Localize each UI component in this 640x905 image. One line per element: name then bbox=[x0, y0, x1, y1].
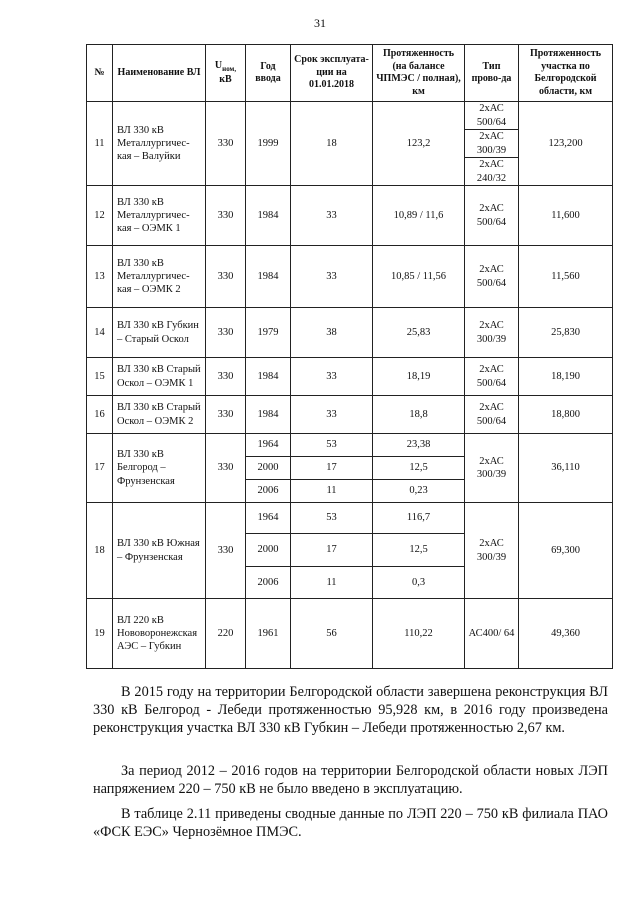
cell-voltage: 330 bbox=[206, 246, 246, 308]
cell-voltage: 330 bbox=[206, 434, 246, 503]
cell-name: ВЛ 220 кВ Нововоронежская АЭС – Губкин bbox=[113, 599, 206, 669]
cell-term: 53 bbox=[291, 503, 373, 534]
cell-num: 13 bbox=[87, 246, 113, 308]
table-row bbox=[87, 503, 613, 534]
cell-name: ВЛ 330 кВ Старый Оскол – ОЭМК 2 bbox=[113, 396, 206, 434]
cell-length: 12,5 bbox=[373, 457, 465, 480]
header-num: № bbox=[87, 45, 113, 102]
cell-term: 33 bbox=[291, 246, 373, 308]
cell-wire-type: АС400/ 64 bbox=[465, 599, 519, 669]
cell-name: ВЛ 330 кВ Металлургичес-кая – Валуйки bbox=[113, 102, 206, 186]
cell-year: 2006 bbox=[246, 480, 291, 503]
cell-num: 16 bbox=[87, 396, 113, 434]
cell-wire-type: 2хАС 240/32 bbox=[465, 158, 519, 186]
paragraph-new-lines: За период 2012 – 2016 годов на территории Белгородской области новых ЛЭП напряжением 220 – 750 кВ не было введено в эксплуатацию. bbox=[93, 763, 608, 797]
cell-num: 11 bbox=[87, 102, 113, 186]
cell-region-length: 49,360 bbox=[519, 599, 613, 669]
table-row bbox=[87, 358, 613, 396]
cell-wire-type: 2хАС 500/64 bbox=[465, 246, 519, 308]
table-header-row bbox=[87, 45, 613, 102]
cell-voltage: 330 bbox=[206, 396, 246, 434]
cell-name: ВЛ 330 кВ Губкин – Старый Оскол bbox=[113, 308, 206, 358]
power-lines-table bbox=[86, 44, 613, 669]
cell-num: 14 bbox=[87, 308, 113, 358]
cell-length: 25,83 bbox=[373, 308, 465, 358]
cell-term: 11 bbox=[291, 567, 373, 599]
cell-region-length: 69,300 bbox=[519, 503, 613, 599]
cell-year: 2006 bbox=[246, 567, 291, 599]
cell-year: 1979 bbox=[246, 308, 291, 358]
cell-term: 11 bbox=[291, 480, 373, 503]
cell-name: ВЛ 330 кВ Старый Оскол – ОЭМК 1 bbox=[113, 358, 206, 396]
cell-term: 38 bbox=[291, 308, 373, 358]
cell-term: 33 bbox=[291, 186, 373, 246]
table-row bbox=[87, 186, 613, 246]
cell-year: 2000 bbox=[246, 534, 291, 567]
header-wire-type: Тип прово-да bbox=[465, 45, 519, 102]
cell-length: 10,89 / 11,6 bbox=[373, 186, 465, 246]
cell-name: ВЛ 330 кВ Металлургичес-кая – ОЭМК 2 bbox=[113, 246, 206, 308]
table-row bbox=[87, 246, 613, 308]
cell-wire-type: 2хАС 300/39 bbox=[465, 503, 519, 599]
cell-length: 0,3 bbox=[373, 567, 465, 599]
cell-wire-type: 2хАС 300/39 bbox=[465, 308, 519, 358]
cell-num: 15 bbox=[87, 358, 113, 396]
cell-region-length: 11,600 bbox=[519, 186, 613, 246]
cell-num: 12 bbox=[87, 186, 113, 246]
cell-year: 2000 bbox=[246, 457, 291, 480]
table-row bbox=[87, 102, 613, 130]
cell-term: 33 bbox=[291, 396, 373, 434]
cell-length: 12,5 bbox=[373, 534, 465, 567]
cell-length: 123,2 bbox=[373, 102, 465, 186]
cell-term: 18 bbox=[291, 102, 373, 186]
cell-length: 18,8 bbox=[373, 396, 465, 434]
cell-wire-type: 2хАС 500/64 bbox=[465, 186, 519, 246]
cell-region-length: 36,110 bbox=[519, 434, 613, 503]
cell-year: 1964 bbox=[246, 503, 291, 534]
cell-term: 17 bbox=[291, 534, 373, 567]
cell-wire-type: 2хАС 300/39 bbox=[465, 434, 519, 503]
cell-year: 1984 bbox=[246, 396, 291, 434]
cell-wire-type: 2хАС 300/39 bbox=[465, 130, 519, 158]
header-year: Год ввода bbox=[246, 45, 291, 102]
cell-length: 18,19 bbox=[373, 358, 465, 396]
cell-year: 1984 bbox=[246, 246, 291, 308]
cell-length: 10,85 / 11,56 bbox=[373, 246, 465, 308]
cell-region-length: 123,200 bbox=[519, 102, 613, 186]
cell-year: 1999 bbox=[246, 102, 291, 186]
header-voltage-subscript: ном, bbox=[222, 64, 237, 73]
cell-region-length: 18,190 bbox=[519, 358, 613, 396]
cell-region-length: 25,830 bbox=[519, 308, 613, 358]
paragraph-table-reference: В таблице 2.11 приведены сводные данные по ЛЭП 220 – 750 кВ филиала ПАО «ФСК ЕЭС» Чернозёмное ПМЭС. bbox=[93, 806, 608, 840]
cell-length: 110,22 bbox=[373, 599, 465, 669]
cell-voltage: 330 bbox=[206, 308, 246, 358]
cell-term: 56 bbox=[291, 599, 373, 669]
cell-num: 17 bbox=[87, 434, 113, 503]
header-voltage bbox=[206, 45, 246, 102]
cell-length: 0,23 bbox=[373, 480, 465, 503]
cell-term: 17 bbox=[291, 457, 373, 480]
header-length: Протяженность (на балансе ЧПМЭС / полная), км bbox=[373, 45, 465, 102]
header-name: Наименование ВЛ bbox=[113, 45, 206, 102]
cell-name: ВЛ 330 кВ Южная – Фрунзенская bbox=[113, 503, 206, 599]
cell-year: 1964 bbox=[246, 434, 291, 457]
header-region-length: Протяженность участка по Белгородской области, км bbox=[519, 45, 613, 102]
header-term: Срок эксплуата-ции на 01.01.2018 bbox=[291, 45, 373, 102]
table-row bbox=[87, 308, 613, 358]
page-number: 31 bbox=[314, 16, 326, 30]
cell-voltage: 330 bbox=[206, 503, 246, 599]
cell-name: ВЛ 330 кВ Металлургичес-кая – ОЭМК 1 bbox=[113, 186, 206, 246]
cell-name: ВЛ 330 кВ Белгород – Фрунзенская bbox=[113, 434, 206, 503]
cell-term: 33 bbox=[291, 358, 373, 396]
cell-num: 18 bbox=[87, 503, 113, 599]
cell-wire-type: 2хАС 500/64 bbox=[465, 102, 519, 130]
cell-region-length: 18,800 bbox=[519, 396, 613, 434]
cell-wire-type: 2хАС 500/64 bbox=[465, 358, 519, 396]
table-row bbox=[87, 396, 613, 434]
cell-year: 1961 bbox=[246, 599, 291, 669]
cell-term: 53 bbox=[291, 434, 373, 457]
cell-wire-type: 2хАС 500/64 bbox=[465, 396, 519, 434]
header-voltage-unit: кВ bbox=[219, 73, 232, 85]
paragraph-reconstruction: В 2015 году на территории Белгородской области завершена реконструкция ВЛ 330 кВ Белгород - Лебеди протяженностью 95,928 км, в 2016 году произведена реконструкция участка ВЛ 330 кВ Губкин – Лебеди протяженностью 2,67 км. bbox=[93, 684, 608, 736]
cell-voltage: 330 bbox=[206, 358, 246, 396]
cell-voltage: 330 bbox=[206, 186, 246, 246]
header-voltage-symbol: U bbox=[214, 59, 223, 71]
cell-length: 116,7 bbox=[373, 503, 465, 534]
table-row bbox=[87, 434, 613, 457]
table-row bbox=[87, 599, 613, 669]
cell-voltage: 330 bbox=[206, 102, 246, 186]
cell-voltage: 220 bbox=[206, 599, 246, 669]
cell-year: 1984 bbox=[246, 358, 291, 396]
cell-region-length: 11,560 bbox=[519, 246, 613, 308]
cell-num: 19 bbox=[87, 599, 113, 669]
cell-year: 1984 bbox=[246, 186, 291, 246]
cell-length: 23,38 bbox=[373, 434, 465, 457]
